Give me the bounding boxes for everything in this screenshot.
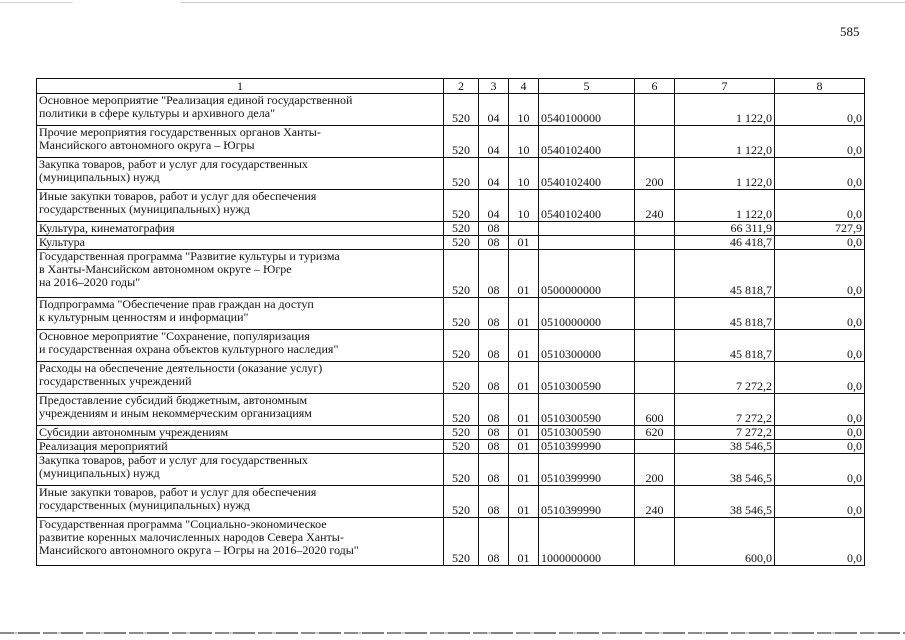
table-row bbox=[37, 426, 865, 440]
cell-target-article: 1000000000 bbox=[539, 518, 635, 566]
cell-expense-type bbox=[635, 94, 675, 126]
cell-name bbox=[37, 518, 444, 566]
header-col-5: 5 bbox=[539, 79, 635, 94]
cell-amount: 66 311,9 bbox=[675, 222, 775, 236]
row-label: Иные закупки товаров, работ и услуг для обеспечения государственных (муниципальных) нужд bbox=[39, 189, 317, 216]
header-col-6: 6 bbox=[635, 79, 675, 94]
cell-section: 08 bbox=[479, 236, 509, 250]
cell-col8: 0,0 bbox=[775, 126, 865, 158]
cell-section: 04 bbox=[479, 126, 509, 158]
cell-col8: 0,0 bbox=[775, 190, 865, 222]
cell-col8: 0,0 bbox=[775, 94, 865, 126]
row-label: Предоставление субсидий бюджетным, автономным учреждениям и иным некоммерческим организациям bbox=[39, 393, 312, 420]
cell-name bbox=[37, 486, 444, 518]
cell-section: 08 bbox=[479, 486, 509, 518]
cell-amount: 1 122,0 bbox=[675, 126, 775, 158]
cell-ministry-code: 520 bbox=[444, 426, 479, 440]
cell-ministry-code: 520 bbox=[444, 250, 479, 298]
cell-subsection: 10 bbox=[509, 158, 539, 190]
cell-subsection: 10 bbox=[509, 126, 539, 158]
cell-subsection: 01 bbox=[509, 426, 539, 440]
cell-amount: 7 272,2 bbox=[675, 394, 775, 426]
table-row bbox=[37, 158, 865, 190]
cell-ministry-code: 520 bbox=[444, 454, 479, 486]
cell-expense-type bbox=[635, 236, 675, 250]
cell-section: 04 bbox=[479, 158, 509, 190]
cell-ministry-code: 520 bbox=[444, 440, 479, 454]
table-row bbox=[37, 486, 865, 518]
cell-amount: 45 818,7 bbox=[675, 330, 775, 362]
cell-expense-type: 200 bbox=[635, 158, 675, 190]
table-row bbox=[37, 94, 865, 126]
table-row bbox=[37, 518, 865, 566]
cell-col8: 0,0 bbox=[775, 362, 865, 394]
row-label: Иные закупки товаров, работ и услуг для обеспечения государственных (муниципальных) нужд bbox=[39, 485, 317, 512]
cell-expense-type bbox=[635, 298, 675, 330]
cell-amount: 1 122,0 bbox=[675, 158, 775, 190]
cell-expense-type bbox=[635, 250, 675, 298]
cell-ministry-code: 520 bbox=[444, 362, 479, 394]
cell-name bbox=[37, 362, 444, 394]
cell-ministry-code: 520 bbox=[444, 222, 479, 236]
cell-amount: 600,0 bbox=[675, 518, 775, 566]
row-label: Государственная программа "Развитие культуры и туризма в Ханты-Мансийском автономном округе – Югре на 2016–2020 годы" bbox=[39, 249, 340, 289]
cell-ministry-code: 520 bbox=[444, 298, 479, 330]
cell-name bbox=[37, 440, 444, 454]
cell-subsection bbox=[509, 222, 539, 236]
cell-target-article: 0510300590 bbox=[539, 362, 635, 394]
cell-name bbox=[37, 94, 444, 126]
table-header-row bbox=[37, 79, 865, 94]
cell-subsection: 01 bbox=[509, 250, 539, 298]
table-row bbox=[37, 394, 865, 426]
cell-expense-type: 240 bbox=[635, 486, 675, 518]
row-label: Основное мероприятие "Реализация единой государственной политики в сфере культуры и архивного дела" bbox=[39, 93, 353, 120]
cell-subsection: 01 bbox=[509, 454, 539, 486]
cell-expense-type bbox=[635, 440, 675, 454]
row-label: Подпрограмма "Обеспечение прав граждан на доступ к культурным ценностям и информации" bbox=[39, 297, 314, 324]
cell-subsection: 01 bbox=[509, 518, 539, 566]
table-row bbox=[37, 190, 865, 222]
cell-name bbox=[37, 158, 444, 190]
cell-ministry-code: 520 bbox=[444, 94, 479, 126]
cell-name bbox=[37, 190, 444, 222]
cell-expense-type bbox=[635, 518, 675, 566]
cell-target-article: 0510399990 bbox=[539, 486, 635, 518]
cell-section: 08 bbox=[479, 518, 509, 566]
cell-col8: 0,0 bbox=[775, 454, 865, 486]
cell-section: 08 bbox=[479, 394, 509, 426]
cell-section: 04 bbox=[479, 94, 509, 126]
page-number: 585 bbox=[840, 24, 860, 39]
cell-col8: 0,0 bbox=[775, 486, 865, 518]
cell-target-article: 0500000000 bbox=[539, 250, 635, 298]
cell-subsection: 01 bbox=[509, 330, 539, 362]
cell-col8: 0,0 bbox=[775, 330, 865, 362]
cell-name bbox=[37, 426, 444, 440]
cell-col8: 0,0 bbox=[775, 250, 865, 298]
header-col-2: 2 bbox=[444, 79, 479, 94]
cell-name bbox=[37, 236, 444, 250]
row-label: Культура, кинематография bbox=[39, 221, 175, 235]
cell-amount: 45 818,7 bbox=[675, 250, 775, 298]
table-row bbox=[37, 440, 865, 454]
cell-subsection: 01 bbox=[509, 486, 539, 518]
cell-target-article: 0540102400 bbox=[539, 190, 635, 222]
cell-amount: 7 272,2 bbox=[675, 362, 775, 394]
cell-col8: 0,0 bbox=[775, 426, 865, 440]
cell-name bbox=[37, 330, 444, 362]
header-col-7: 7 bbox=[675, 79, 775, 94]
cell-amount: 46 418,7 bbox=[675, 236, 775, 250]
cell-amount: 38 546,5 bbox=[675, 454, 775, 486]
cell-amount: 1 122,0 bbox=[675, 190, 775, 222]
budget-table bbox=[36, 78, 865, 566]
scan-edge-top bbox=[0, 2, 905, 3]
cell-ministry-code: 520 bbox=[444, 190, 479, 222]
cell-ministry-code: 520 bbox=[444, 486, 479, 518]
cell-col8: 0,0 bbox=[775, 158, 865, 190]
table-row bbox=[37, 236, 865, 250]
cell-target-article: 0510399990 bbox=[539, 454, 635, 486]
cell-amount: 7 272,2 bbox=[675, 426, 775, 440]
row-label: Основное мероприятие "Сохранение, популяризация и государственная охрана объектов культурного наследия" bbox=[39, 329, 339, 356]
cell-expense-type bbox=[635, 330, 675, 362]
cell-expense-type: 200 bbox=[635, 454, 675, 486]
cell-ministry-code: 520 bbox=[444, 126, 479, 158]
cell-subsection: 01 bbox=[509, 394, 539, 426]
cell-ministry-code: 520 bbox=[444, 236, 479, 250]
cell-col8: 727,9 bbox=[775, 222, 865, 236]
header-col-3: 3 bbox=[479, 79, 509, 94]
header-col-4: 4 bbox=[509, 79, 539, 94]
cell-name bbox=[37, 126, 444, 158]
cell-target-article bbox=[539, 236, 635, 250]
row-label: Субсидии автономным учреждениям bbox=[39, 425, 229, 439]
row-label: Расходы на обеспечение деятельности (оказание услуг) государственных учреждений bbox=[39, 361, 323, 388]
cell-ministry-code: 520 bbox=[444, 330, 479, 362]
cell-subsection: 10 bbox=[509, 94, 539, 126]
cell-section: 08 bbox=[479, 222, 509, 236]
cell-target-article: 0540100000 bbox=[539, 94, 635, 126]
cell-name bbox=[37, 250, 444, 298]
cell-target-article: 0540102400 bbox=[539, 126, 635, 158]
cell-section: 08 bbox=[479, 426, 509, 440]
row-label: Реализация мероприятий bbox=[39, 439, 168, 453]
cell-subsection: 01 bbox=[509, 298, 539, 330]
cell-col8: 0,0 bbox=[775, 298, 865, 330]
table-row bbox=[37, 454, 865, 486]
table-row bbox=[37, 330, 865, 362]
cell-ministry-code: 520 bbox=[444, 394, 479, 426]
cell-section: 04 bbox=[479, 190, 509, 222]
header-col-1: 1 bbox=[37, 79, 444, 94]
cell-ministry-code: 520 bbox=[444, 518, 479, 566]
cell-section: 08 bbox=[479, 298, 509, 330]
cell-amount: 45 818,7 bbox=[675, 298, 775, 330]
cell-target-article: 0510300590 bbox=[539, 426, 635, 440]
cell-col8: 0,0 bbox=[775, 440, 865, 454]
row-label: Государственная программа "Социально-экономическое развитие коренных малочисленных народов Севера Ханты- Мансийского автономного округа – Югры на 2016–2020 годы" bbox=[39, 517, 359, 557]
cell-expense-type bbox=[635, 362, 675, 394]
cell-name bbox=[37, 454, 444, 486]
row-label: Закупка товаров, работ и услуг для государственных (муниципальных) нужд bbox=[39, 453, 308, 480]
cell-section: 08 bbox=[479, 250, 509, 298]
cell-expense-type bbox=[635, 222, 675, 236]
cell-name bbox=[37, 298, 444, 330]
cell-expense-type: 620 bbox=[635, 426, 675, 440]
cell-subsection: 01 bbox=[509, 440, 539, 454]
cell-section: 08 bbox=[479, 440, 509, 454]
cell-col8: 0,0 bbox=[775, 518, 865, 566]
table-row bbox=[37, 250, 865, 298]
cell-name bbox=[37, 394, 444, 426]
table-row bbox=[37, 126, 865, 158]
table-body bbox=[37, 94, 865, 566]
cell-subsection: 10 bbox=[509, 190, 539, 222]
cell-target-article: 0510399990 bbox=[539, 440, 635, 454]
cell-section: 08 bbox=[479, 330, 509, 362]
row-label: Прочие мероприятия государственных органов Ханты- Мансийского автономного округа – Югры bbox=[39, 125, 321, 152]
scan-edge-bottom bbox=[0, 632, 905, 634]
cell-target-article bbox=[539, 222, 635, 236]
cell-ministry-code: 520 bbox=[444, 158, 479, 190]
cell-target-article: 0540102400 bbox=[539, 158, 635, 190]
cell-section: 08 bbox=[479, 362, 509, 394]
cell-target-article: 0510300590 bbox=[539, 394, 635, 426]
cell-subsection: 01 bbox=[509, 236, 539, 250]
cell-amount: 1 122,0 bbox=[675, 94, 775, 126]
cell-expense-type bbox=[635, 126, 675, 158]
row-label: Культура bbox=[39, 235, 85, 249]
header-col-8: 8 bbox=[775, 79, 865, 94]
cell-target-article: 0510300000 bbox=[539, 330, 635, 362]
cell-name bbox=[37, 222, 444, 236]
cell-expense-type: 600 bbox=[635, 394, 675, 426]
cell-amount: 38 546,5 bbox=[675, 440, 775, 454]
table-row bbox=[37, 298, 865, 330]
cell-col8: 0,0 bbox=[775, 394, 865, 426]
cell-target-article: 0510000000 bbox=[539, 298, 635, 330]
cell-subsection: 01 bbox=[509, 362, 539, 394]
cell-amount: 38 546,5 bbox=[675, 486, 775, 518]
table-row bbox=[37, 362, 865, 394]
row-label: Закупка товаров, работ и услуг для государственных (муниципальных) нужд bbox=[39, 157, 308, 184]
table-row bbox=[37, 222, 865, 236]
cell-section: 08 bbox=[479, 454, 509, 486]
cell-col8: 0,0 bbox=[775, 236, 865, 250]
cell-expense-type: 240 bbox=[635, 190, 675, 222]
